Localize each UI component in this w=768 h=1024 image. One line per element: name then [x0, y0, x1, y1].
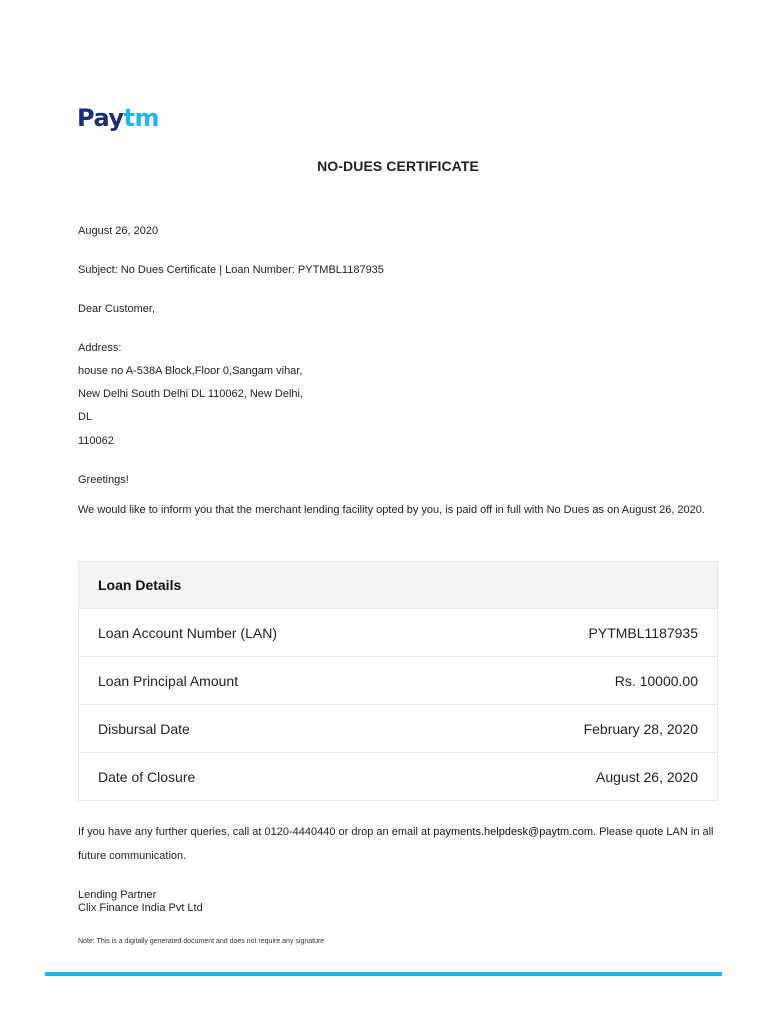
- document-date: August 26, 2020: [78, 225, 159, 237]
- address-line: 110062: [78, 435, 114, 447]
- queries-text-end: . Please quote LAN in all future communication.: [78, 826, 714, 862]
- logo-text-tm: tm: [123, 104, 160, 132]
- document-title: NO-DUES CERTIFICATE: [317, 158, 479, 174]
- address-line: DL: [78, 411, 93, 423]
- loan-details-table: [78, 561, 718, 801]
- address-label: Address:: [78, 342, 122, 354]
- queries-paragraph: [78, 820, 723, 868]
- queries-text: If you have any further queries, call at 0120-4440440 or drop an email at: [78, 826, 434, 838]
- address-line: house no A-538A Block,Floor 0,Sangam vihar,: [78, 365, 303, 377]
- subject-line: Subject: No Dues Certificate | Loan Number: PYTMBL1187935: [78, 264, 384, 276]
- signature-note: Note: This is a digitally generated document and does not require any signature: [78, 938, 325, 945]
- row-label: Loan Principal Amount: [98, 672, 239, 689]
- row-value: August 26, 2020: [596, 768, 698, 785]
- row-label: Loan Account Number (LAN): [98, 624, 277, 641]
- paytm-logo: [77, 103, 159, 133]
- footer-accent-bar: [45, 972, 722, 976]
- table-row: [79, 608, 717, 656]
- partner-label: Lending Partner: [78, 889, 157, 901]
- partner-name: Clix Finance India Pvt Ltd: [78, 902, 203, 914]
- body-paragraph: We would like to inform you that the merchant lending facility opted by you, is paid off in full with No Dues as on August 26, 2020.: [78, 504, 705, 516]
- loan-details-heading: Loan Details: [79, 562, 717, 608]
- row-label: Disbursal Date: [98, 720, 190, 737]
- row-value: February 28, 2020: [583, 720, 698, 737]
- support-email-link[interactable]: payments.helpdesk@paytm.com: [433, 826, 594, 838]
- row-value: Rs. 10000.00: [614, 672, 698, 689]
- table-row: [79, 704, 717, 752]
- row-label: Date of Closure: [98, 768, 196, 785]
- row-value: PYTMBL1187935: [588, 624, 698, 641]
- address-line: New Delhi South Delhi DL 110062, New Delhi,: [78, 388, 304, 400]
- salutation: Dear Customer,: [78, 303, 156, 315]
- table-row: [79, 656, 717, 704]
- table-row: [79, 752, 717, 800]
- logo-text-pay: Pay: [77, 104, 124, 132]
- greeting: Greetings!: [78, 474, 129, 486]
